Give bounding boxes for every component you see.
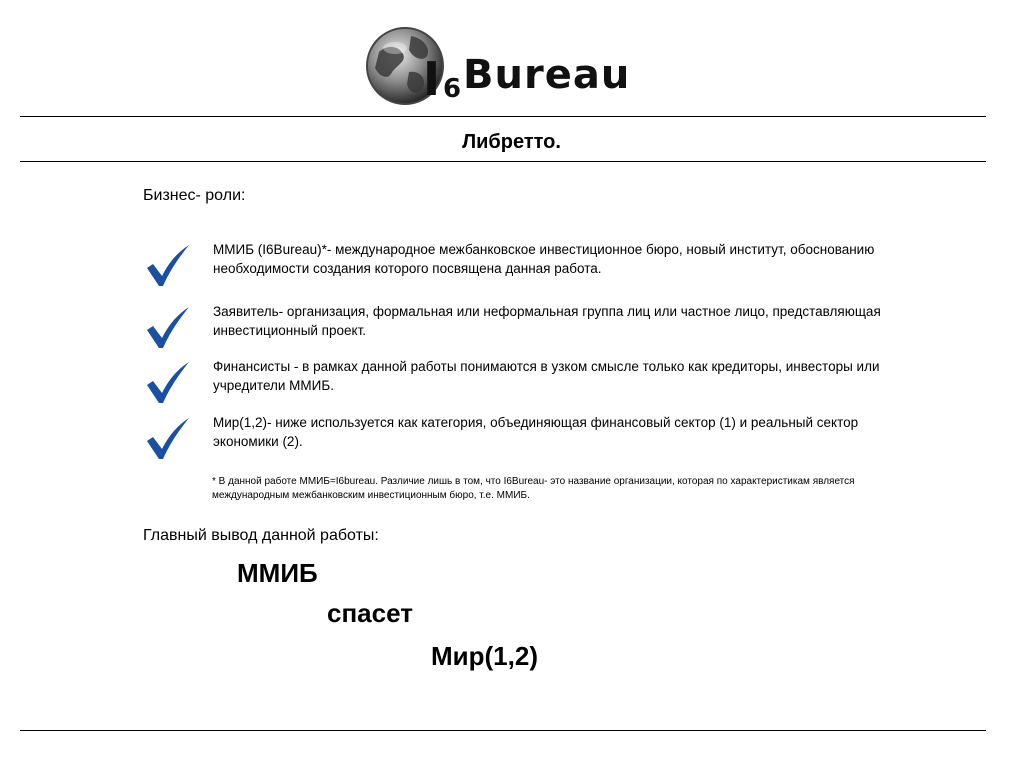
- logo-text: Bureau: [463, 52, 631, 98]
- conclusion-line-3: Мир(1,2): [431, 641, 538, 671]
- logo-sub: 6: [443, 74, 462, 104]
- conclusion-line-2: спасет: [327, 598, 413, 628]
- checkmark-icon: [145, 244, 191, 288]
- footnote: * В данной работе ММИБ=I6bureau. Различие лишь в том, что I6Bureau- это название организации, которая по характеристикам является международным межбанковским инвестиционным бюро, т.е. ММИБ.: [212, 476, 855, 501]
- role-text: Мир(1,2)- ниже используется как категория, объединяющая финансовый сектор (1) и реальный сектор экономики (2).: [213, 415, 859, 449]
- checkmark-icon: [145, 361, 191, 405]
- checkmark-icon: [145, 306, 191, 350]
- roles-heading: Бизнес- роли:: [143, 187, 246, 204]
- checkmark-icon: [145, 417, 191, 461]
- logo-mark: I: [423, 52, 441, 106]
- logo: [365, 22, 631, 108]
- role-text: ММИБ (I6Bureau)*- международное межбанковское инвестиционное бюро, новый институт, обоснованию необходимости создания которого посвящена данная работа.: [213, 242, 875, 276]
- role-text: Заявитель- организация, формальная или неформальная группа лиц или частное лицо, представляющая инвестиционный проект.: [213, 304, 881, 338]
- conclusion-line-1: ММИБ: [237, 558, 318, 588]
- bottom-divider: [20, 730, 986, 731]
- top-divider: [20, 116, 986, 117]
- conclusion-heading: Главный вывод данной работы:: [143, 527, 379, 544]
- role-text: Финансисты - в рамках данной работы понимаются в узком смысле только как кредиторы, инвесторы или учредители ММИБ.: [213, 359, 880, 393]
- title-divider: [20, 161, 986, 162]
- page-title: Либретто.: [462, 131, 561, 153]
